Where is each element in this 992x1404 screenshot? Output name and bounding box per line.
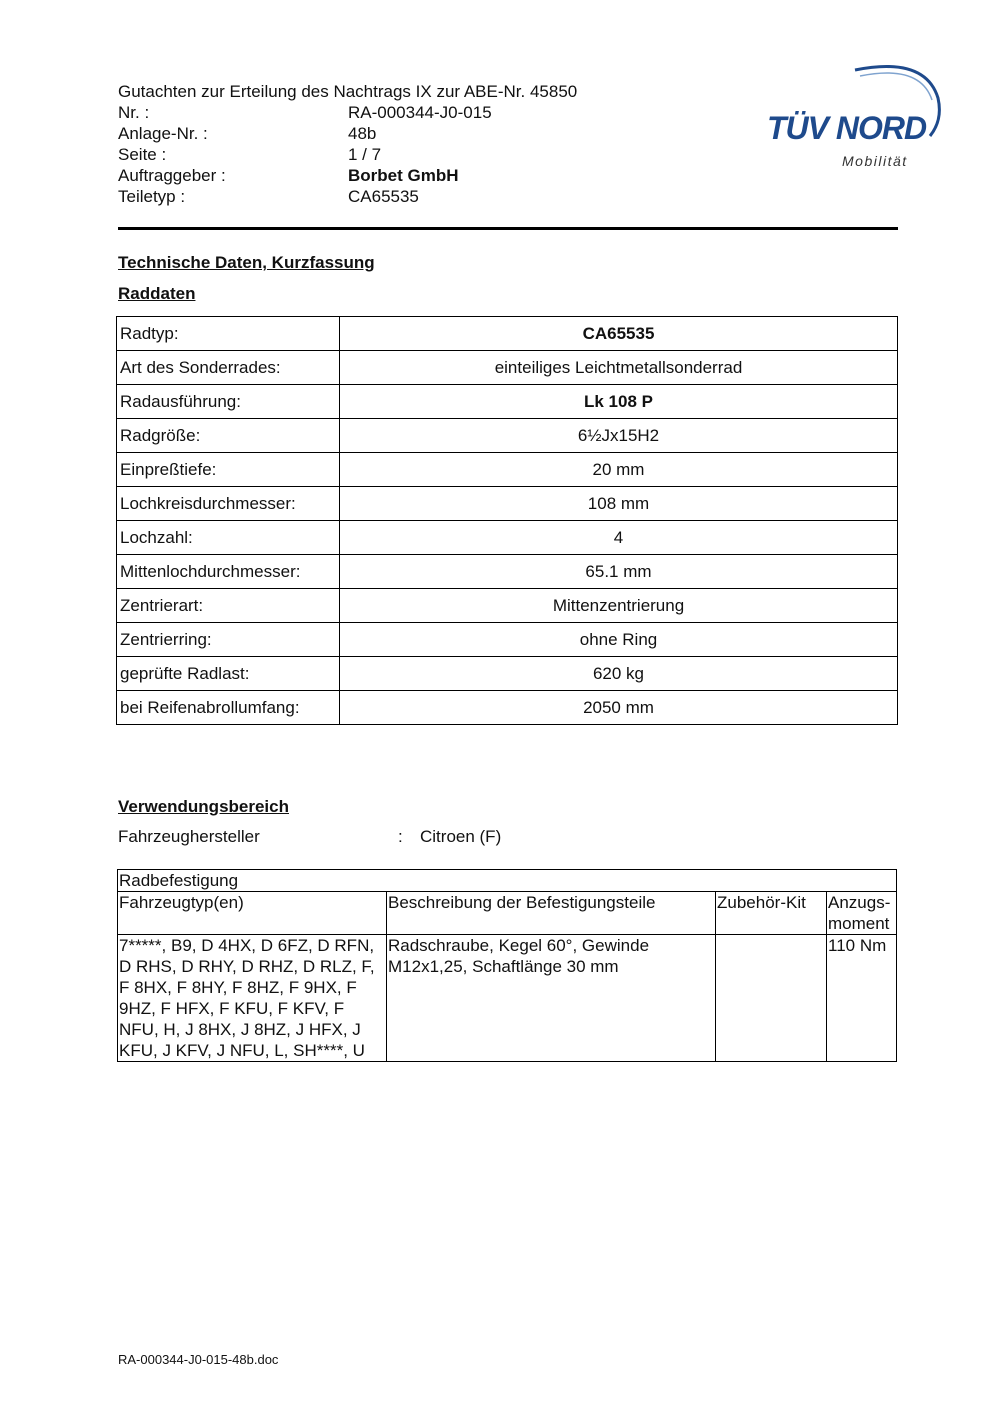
header-label: Seite : bbox=[118, 145, 167, 164]
row-value: 65.1 mm bbox=[340, 555, 898, 589]
row-label: Lochzahl: bbox=[117, 521, 340, 555]
header-row-nr bbox=[118, 102, 738, 123]
row-value: 620 kg bbox=[340, 657, 898, 691]
row-label: bei Reifenabrollumfang: bbox=[117, 691, 340, 725]
header-value: Borbet GmbH bbox=[348, 166, 459, 185]
column-header: Fahrzeugtyp(en) bbox=[118, 892, 387, 935]
tuv-nord-logo bbox=[760, 58, 945, 178]
verwendung-heading: Verwendungsbereich bbox=[118, 797, 289, 816]
table-row bbox=[117, 487, 898, 521]
row-label: Mittenlochdurchmesser: bbox=[117, 555, 340, 589]
beschreibung-cell: Radschraube, Kegel 60°, Gewinde M12x1,25, Schaftlänge 30 mm bbox=[387, 935, 716, 1062]
table-row bbox=[117, 419, 898, 453]
row-label: geprüfte Radlast: bbox=[117, 657, 340, 691]
table-title: Radbefestigung bbox=[118, 870, 897, 892]
header-row-auftraggeber bbox=[118, 165, 738, 186]
header-label: Teiletyp : bbox=[118, 187, 186, 206]
header-divider bbox=[118, 227, 898, 230]
table-row bbox=[117, 351, 898, 385]
column-header: Beschreibung der Befestigungsteile bbox=[387, 892, 716, 935]
row-label: Radgröße: bbox=[117, 419, 340, 453]
table-row bbox=[117, 385, 898, 419]
row-value: Mittenzentrierung bbox=[340, 589, 898, 623]
row-label: Zentrierart: bbox=[117, 589, 340, 623]
anzugsmoment-cell: 110 Nm bbox=[827, 935, 897, 1062]
header-label: Auftraggeber : bbox=[118, 166, 226, 185]
header-row-anlage bbox=[118, 123, 738, 144]
row-value: 2050 mm bbox=[340, 691, 898, 725]
hersteller-value: Citroen (F) bbox=[420, 827, 502, 846]
row-value: CA65535 bbox=[340, 317, 898, 351]
table-row bbox=[117, 589, 898, 623]
hersteller-separator: : bbox=[398, 827, 403, 846]
footer-filename: RA-000344-J0-015-48b.doc bbox=[118, 1352, 279, 1367]
column-header: Anzugs- moment bbox=[827, 892, 897, 935]
row-label: Lochkreisdurchmesser: bbox=[117, 487, 340, 521]
zubehoer-kit-cell bbox=[716, 935, 827, 1062]
section-title: Technische Daten, Kurzfassung bbox=[118, 253, 375, 272]
header-value: RA-000344-J0-015 bbox=[348, 103, 492, 122]
table-row bbox=[117, 623, 898, 657]
row-value: einteiliges Leichtmetallsonderrad bbox=[340, 351, 898, 385]
row-value: ohne Ring bbox=[340, 623, 898, 657]
header-label: Anlage-Nr. : bbox=[118, 124, 208, 143]
row-label: Einpreßtiefe: bbox=[117, 453, 340, 487]
table-row bbox=[117, 453, 898, 487]
row-label: Art des Sonderrades: bbox=[117, 351, 340, 385]
row-value: 4 bbox=[340, 521, 898, 555]
radbefestigung-table bbox=[117, 869, 897, 1062]
table-row bbox=[117, 555, 898, 589]
header-value: 1 / 7 bbox=[348, 145, 382, 164]
raddaten-heading: Raddaten bbox=[118, 284, 196, 303]
header-row-seite bbox=[118, 144, 738, 165]
document-title: Gutachten zur Erteilung des Nachtrags IX zur ABE-Nr. 45850 bbox=[118, 82, 578, 101]
table-row bbox=[117, 521, 898, 555]
row-label: Radausführung: bbox=[117, 385, 340, 419]
table-row bbox=[118, 935, 897, 1062]
logo-subtitle: Mobilität bbox=[842, 153, 908, 169]
row-value: 6½Jx15H2 bbox=[340, 419, 898, 453]
fahrzeughersteller-line bbox=[118, 827, 501, 847]
header-label: Nr. : bbox=[118, 103, 150, 122]
raddaten-table bbox=[116, 316, 898, 725]
row-label: Radtyp: bbox=[117, 317, 340, 351]
row-value: 108 mm bbox=[340, 487, 898, 521]
header-value: 48b bbox=[348, 124, 377, 143]
header-value: CA65535 bbox=[348, 187, 419, 206]
table-row bbox=[117, 657, 898, 691]
table-row bbox=[117, 691, 898, 725]
row-value: 20 mm bbox=[340, 453, 898, 487]
hersteller-label: Fahrzeughersteller bbox=[118, 827, 260, 846]
logo-brand: TÜV NORD bbox=[767, 110, 927, 146]
column-header: Zubehör-Kit bbox=[716, 892, 827, 935]
header-row-teiletyp bbox=[118, 186, 738, 207]
row-value: Lk 108 P bbox=[340, 385, 898, 419]
table-row bbox=[117, 317, 898, 351]
fahrzeugtypen-cell: 7*****, B9, D 4HX, D 6FZ, D RFN, D RHS, D RHY, D RHZ, D RLZ, F, F 8HX, F 8HY, F 8HZ, F 9HX, F 9HZ, F HFX, F KFU, F KFV, F NFU, H, J 8HX, J 8HZ, J HFX, J KFU, J KFV, J NFU, L, SH****, U bbox=[118, 935, 387, 1062]
document-header bbox=[118, 81, 738, 207]
row-label: Zentrierring: bbox=[117, 623, 340, 657]
table-title-row bbox=[118, 870, 897, 892]
table-header-row bbox=[118, 892, 897, 935]
